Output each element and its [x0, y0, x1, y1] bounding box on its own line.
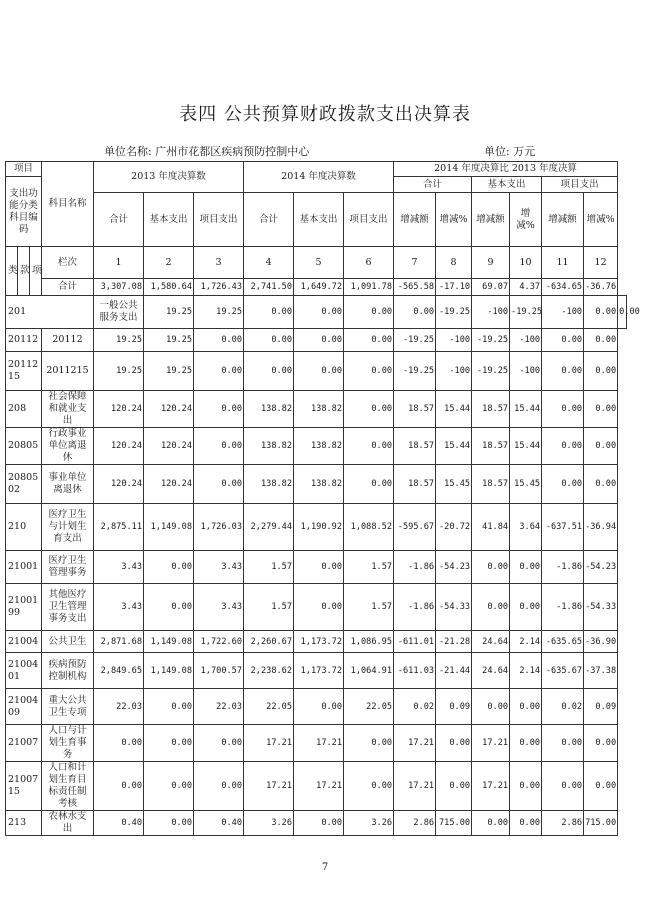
row-value: 1,726.43	[194, 279, 244, 296]
row-value: 1,173.72	[294, 653, 344, 689]
row-value: 715.00	[436, 811, 472, 836]
row-value: 0.00	[344, 296, 394, 329]
row-value: 0.00	[436, 725, 472, 762]
row-value: -635.67	[542, 653, 584, 689]
row-value: 0.00	[294, 811, 344, 836]
table-row	[6, 465, 627, 504]
row-value: 0.00	[194, 329, 244, 352]
header-2013-project: 项目支出	[194, 193, 244, 247]
row-code: 2080502	[6, 465, 42, 504]
header-2013: 2013 年度决算数	[94, 162, 244, 193]
row-value: 0.00	[194, 762, 244, 811]
row-value: 18.57	[394, 465, 436, 504]
row-value: 17.21	[244, 725, 294, 762]
row-value: 1,722.60	[194, 631, 244, 653]
row-value: 1,580.64	[144, 279, 194, 296]
row-value: -100	[542, 296, 584, 329]
row-value: 2,238.62	[244, 653, 294, 689]
row-value: 17.21	[294, 725, 344, 762]
budget-table	[5, 161, 640, 836]
row-name: 其他医疗卫生管理事务支出	[42, 584, 94, 631]
row-value: -100	[436, 352, 472, 391]
table-row	[6, 811, 627, 836]
col-number: 4	[244, 247, 294, 279]
header-project: 项目	[6, 162, 42, 177]
row-value: 0.00	[542, 762, 584, 811]
row-value: 1,700.57	[194, 653, 244, 689]
row-value: 1.57	[344, 584, 394, 631]
row-value: 1.57	[344, 551, 394, 584]
row-value: 2.14	[510, 653, 542, 689]
row-value: 17.21	[244, 762, 294, 811]
header-compare-project: 项目支出	[542, 177, 618, 193]
row-value: 19.25	[194, 296, 244, 329]
row-value: 0.00	[144, 811, 194, 836]
row-value: 1,086.95	[344, 631, 394, 653]
row-code: 213	[6, 811, 42, 836]
row-value: 18.57	[394, 391, 436, 428]
table-row	[6, 329, 627, 352]
header-project-amount: 增减额	[542, 193, 584, 247]
row-value: 15.45	[436, 465, 472, 504]
header-2014-project: 项目支出	[344, 193, 394, 247]
row-value: 0.00	[144, 762, 194, 811]
table-row	[6, 584, 627, 631]
row-value: 0.00	[510, 584, 542, 631]
header-2014-total: 合计	[244, 193, 294, 247]
row-code: 2100199	[6, 584, 42, 631]
row-value: -634.65	[542, 279, 584, 296]
header-total-pct: 增减%	[436, 193, 472, 247]
table-row	[6, 428, 627, 465]
col-number: 6	[344, 247, 394, 279]
row-value: 0.00	[294, 296, 344, 329]
col-number: 1	[94, 247, 144, 279]
row-value: 18.57	[472, 428, 510, 465]
row-value: 0.00	[144, 689, 194, 725]
row-value: 0.00	[344, 352, 394, 391]
row-value: 0.00	[542, 725, 584, 762]
row-value: 0.00	[542, 465, 584, 504]
table-row	[6, 352, 627, 391]
row-value: 0.00	[344, 762, 394, 811]
row-name: 公共卫生	[42, 631, 94, 653]
row-value: 0.00	[194, 725, 244, 762]
row-value: 15.45	[510, 465, 542, 504]
row-value: 0.40	[94, 811, 144, 836]
page-title: 表四 公共预算财政拨款支出决算表	[179, 104, 471, 125]
header-kuan: 款	[18, 247, 30, 296]
row-value: 0.02	[394, 689, 436, 725]
row-value: 2.86	[394, 811, 436, 836]
row-value: 0.00	[194, 465, 244, 504]
row-value: 3.26	[244, 811, 294, 836]
row-value: -611.01	[394, 631, 436, 653]
row-value: -36.94	[584, 504, 618, 551]
row-name: 20112	[42, 329, 94, 352]
table-row	[6, 279, 627, 296]
row-value: 18.57	[394, 428, 436, 465]
col-number: 8	[436, 247, 472, 279]
row-code: 2100715	[6, 762, 42, 811]
row-name: 合计	[42, 279, 94, 296]
row-value: 0.00	[344, 391, 394, 428]
row-value: 0.00	[542, 428, 584, 465]
row-value: 19.25	[94, 352, 144, 391]
header-compare-total: 合计	[394, 177, 472, 193]
row-value: 120.24	[94, 391, 144, 428]
row-value: 3.26	[344, 811, 394, 836]
row-value: -54.23	[436, 551, 472, 584]
col-number: 3	[194, 247, 244, 279]
row-value: 17.21	[472, 762, 510, 811]
row-value: -1.86	[394, 551, 436, 584]
row-value: 18.57	[472, 465, 510, 504]
row-value: -635.65	[542, 631, 584, 653]
row-code: 21001	[6, 551, 42, 584]
table-row	[6, 504, 627, 551]
row-value: -19.25	[394, 352, 436, 391]
unit-name-label: 单位名称: 广州市花都区疾病预防控制中心	[104, 145, 310, 158]
row-value: 19.25	[144, 296, 194, 329]
row-value: -21.28	[436, 631, 472, 653]
row-value: 0.00	[344, 428, 394, 465]
row-name: 疾病预防控制机构	[42, 653, 94, 689]
row-value: -19.25	[472, 329, 510, 352]
header-project-pct: 增减%	[584, 193, 618, 247]
row-name: 人口与计划生育事务	[42, 725, 94, 762]
col-number: 2	[144, 247, 194, 279]
row-code: 20805	[6, 428, 42, 465]
row-value: 0.00	[472, 689, 510, 725]
row-value: 0.00	[510, 762, 542, 811]
header-subject-name: 科目名称	[42, 162, 94, 247]
header-compare-basic: 基本支出	[472, 177, 542, 193]
col-number: 5	[294, 247, 344, 279]
row-value: 69.07	[472, 279, 510, 296]
col-number: 10	[510, 247, 542, 279]
row-name: 行政事业单位离退休	[42, 428, 94, 465]
row-value: 138.82	[244, 465, 294, 504]
header-xiang: 项	[30, 247, 42, 296]
row-value: 0.00	[144, 584, 194, 631]
table-row	[6, 653, 627, 689]
row-value: 0.00	[584, 725, 618, 762]
row-value: 120.24	[144, 428, 194, 465]
row-value: -1.86	[394, 584, 436, 631]
row-value: 0.00	[94, 725, 144, 762]
table-row	[6, 391, 627, 428]
row-value: -37.38	[584, 653, 618, 689]
row-value: 0.00	[584, 428, 618, 465]
row-value: 2.14	[510, 631, 542, 653]
table-row	[6, 296, 627, 329]
table-row	[6, 725, 627, 762]
col-number: 9	[472, 247, 510, 279]
row-value: 0.00	[294, 551, 344, 584]
row-value: 0.00	[510, 689, 542, 725]
row-value: -595.67	[394, 504, 436, 551]
row-value: 0.00	[436, 762, 472, 811]
row-value: -19.25	[472, 352, 510, 391]
row-value: 0.00	[584, 465, 618, 504]
row-value: -54.33	[436, 584, 472, 631]
row-value: 0.00	[144, 551, 194, 584]
header-2013-basic: 基本支出	[144, 193, 194, 247]
row-value: 0.09	[436, 689, 472, 725]
row-value: 0.00	[618, 296, 627, 329]
row-value: 138.82	[244, 391, 294, 428]
row-value: 1,088.52	[344, 504, 394, 551]
row-value: 138.82	[294, 391, 344, 428]
row-value: -54.23	[584, 551, 618, 584]
row-value: 3.43	[194, 551, 244, 584]
row-value: 3.43	[94, 584, 144, 631]
row-value: 0.09	[584, 689, 618, 725]
row-value: 0.00	[510, 811, 542, 836]
row-value: -100	[510, 352, 542, 391]
row-name: 2011215	[42, 352, 94, 391]
row-value: -100	[510, 329, 542, 352]
row-value: 2.86	[542, 811, 584, 836]
row-value: 2,875.11	[94, 504, 144, 551]
row-value: 1,649.72	[294, 279, 344, 296]
row-value: -20.72	[436, 504, 472, 551]
row-value: 24.64	[472, 653, 510, 689]
row-value: 715.00	[584, 811, 618, 836]
header-2014: 2014 年度决算数	[244, 162, 394, 193]
row-value: 138.82	[294, 428, 344, 465]
row-value: 2,849.65	[94, 653, 144, 689]
row-value: 120.24	[94, 428, 144, 465]
table-row	[6, 631, 627, 653]
header-func-code: 支出功能分类科目编码	[6, 177, 42, 247]
row-value: 1,190.92	[294, 504, 344, 551]
row-value: 0.00	[194, 352, 244, 391]
row-value: 0.00	[344, 329, 394, 352]
row-value: 15.44	[510, 391, 542, 428]
row-value: 3.64	[510, 504, 542, 551]
row-value: 15.44	[436, 391, 472, 428]
row-name: 一般公共服务支出	[94, 296, 144, 329]
row-value: 22.05	[244, 689, 294, 725]
table-row	[6, 762, 627, 811]
row-value: 138.82	[244, 428, 294, 465]
row-value: -19.25	[510, 296, 542, 329]
row-value: -1.86	[542, 551, 584, 584]
row-value: 19.25	[94, 329, 144, 352]
row-value: 0.02	[542, 689, 584, 725]
row-value: 0.00	[542, 329, 584, 352]
row-value: -36.76	[584, 279, 618, 296]
row-value: 0.00	[584, 391, 618, 428]
row-code: 21007	[6, 725, 42, 762]
row-name: 社会保障和就业支出	[42, 391, 94, 428]
row-value: 0.00	[244, 329, 294, 352]
row-value: 120.24	[144, 391, 194, 428]
row-value: -611.03	[394, 653, 436, 689]
row-value: -54.33	[584, 584, 618, 631]
row-value: 3,307.08	[94, 279, 144, 296]
header-basic-amount: 增减额	[472, 193, 510, 247]
row-value: -100	[436, 329, 472, 352]
row-code: 208	[6, 391, 42, 428]
row-value: -100	[472, 296, 510, 329]
row-value: 19.25	[144, 329, 194, 352]
table-row	[6, 689, 627, 725]
row-name: 人口和计划生育目标责任制考核	[42, 762, 94, 811]
row-code: 20112	[6, 329, 42, 352]
row-value: 18.57	[472, 391, 510, 428]
row-value: -36.90	[584, 631, 618, 653]
row-value: 0.00	[294, 352, 344, 391]
row-value: -21.44	[436, 653, 472, 689]
row-value: 0.00	[294, 584, 344, 631]
row-code: 2100401	[6, 653, 42, 689]
row-value: 120.24	[144, 465, 194, 504]
row-value: 41.84	[472, 504, 510, 551]
row-value: 24.64	[472, 631, 510, 653]
row-value: 19.25	[144, 352, 194, 391]
row-value: 3.43	[194, 584, 244, 631]
row-value: 0.00	[344, 465, 394, 504]
table-row	[6, 551, 627, 584]
row-name: 重大公共卫生专项	[42, 689, 94, 725]
row-value: 2,741.50	[244, 279, 294, 296]
row-value: 0.00	[584, 762, 618, 811]
header-total-amount: 增减额	[394, 193, 436, 247]
row-value: -1.86	[542, 584, 584, 631]
header-lei: 类	[6, 247, 18, 296]
row-value: 3.43	[94, 551, 144, 584]
row-value: 0.00	[542, 391, 584, 428]
row-code: 2011215	[6, 352, 42, 391]
row-value: 0.00	[394, 296, 436, 329]
row-value: 2,279.44	[244, 504, 294, 551]
row-value: 0.40	[194, 811, 244, 836]
page-number: 7	[321, 862, 329, 873]
row-value: 0.00	[294, 329, 344, 352]
row-value: 4.37	[510, 279, 542, 296]
row-value: 0.00	[244, 296, 294, 329]
row-value: 17.21	[472, 725, 510, 762]
row-code: 2100409	[6, 689, 42, 725]
row-name: 医疗卫生与计划生育支出	[42, 504, 94, 551]
header-2013-total: 合计	[94, 193, 144, 247]
row-value: 0.00	[194, 428, 244, 465]
row-value: 1,173.72	[294, 631, 344, 653]
col-number: 7	[394, 247, 436, 279]
row-code: 210	[6, 504, 42, 551]
row-value: 1,726.03	[194, 504, 244, 551]
row-value: 0.00	[510, 551, 542, 584]
row-value: 0.00	[584, 329, 618, 352]
row-value: 0.00	[294, 689, 344, 725]
row-value: 17.21	[394, 762, 436, 811]
row-value: -565.58	[394, 279, 436, 296]
row-value: 0.00	[584, 352, 618, 391]
row-value: 0.00	[244, 352, 294, 391]
row-code: 21004	[6, 631, 42, 653]
row-value: 2,871.68	[94, 631, 144, 653]
row-value: -17.10	[436, 279, 472, 296]
row-value: 0.00	[472, 551, 510, 584]
row-name: 事业单位离退休	[42, 465, 94, 504]
row-value: 0.00	[144, 725, 194, 762]
row-value: 2,260.67	[244, 631, 294, 653]
row-value: -19.25	[436, 296, 472, 329]
header-basic-pct: 增减%	[510, 193, 542, 247]
row-value: 1.57	[244, 551, 294, 584]
row-value: 1.57	[244, 584, 294, 631]
row-value: 17.21	[294, 762, 344, 811]
row-value: 0.00	[472, 811, 510, 836]
row-value: 22.03	[194, 689, 244, 725]
col-number: 11	[542, 247, 584, 279]
row-value: 1,091.78	[344, 279, 394, 296]
row-value: 22.03	[94, 689, 144, 725]
row-name: 农林水支出	[42, 811, 94, 836]
row-value: 15.44	[436, 428, 472, 465]
row-value: 138.82	[294, 465, 344, 504]
row-value: 0.00	[584, 296, 618, 329]
row-value: 1,064.91	[344, 653, 394, 689]
row-value: 0.00	[542, 352, 584, 391]
row-value: 1,149.08	[144, 653, 194, 689]
row-value: -19.25	[394, 329, 436, 352]
row-value: 1,149.08	[144, 631, 194, 653]
unit-label: 单位: 万元	[484, 145, 536, 158]
row-value: 22.05	[344, 689, 394, 725]
header-compare: 2014 年度决算比 2013 年度决算	[394, 162, 618, 177]
row-name: 医疗卫生管理事务	[42, 551, 94, 584]
row-value: 0.00	[510, 725, 542, 762]
row-value: 15.44	[510, 428, 542, 465]
header-2014-basic: 基本支出	[294, 193, 344, 247]
row-value: 0.00	[194, 391, 244, 428]
row-value: 0.00	[472, 584, 510, 631]
row-value: 0.00	[94, 762, 144, 811]
row-value: 17.21	[394, 725, 436, 762]
row-code: 201	[6, 296, 94, 329]
col-number: 12	[584, 247, 618, 279]
header-col-label: 栏次	[42, 247, 94, 279]
row-value: 0.00	[344, 725, 394, 762]
row-value: -637.51	[542, 504, 584, 551]
row-value: 1,149.08	[144, 504, 194, 551]
row-value: 120.24	[94, 465, 144, 504]
